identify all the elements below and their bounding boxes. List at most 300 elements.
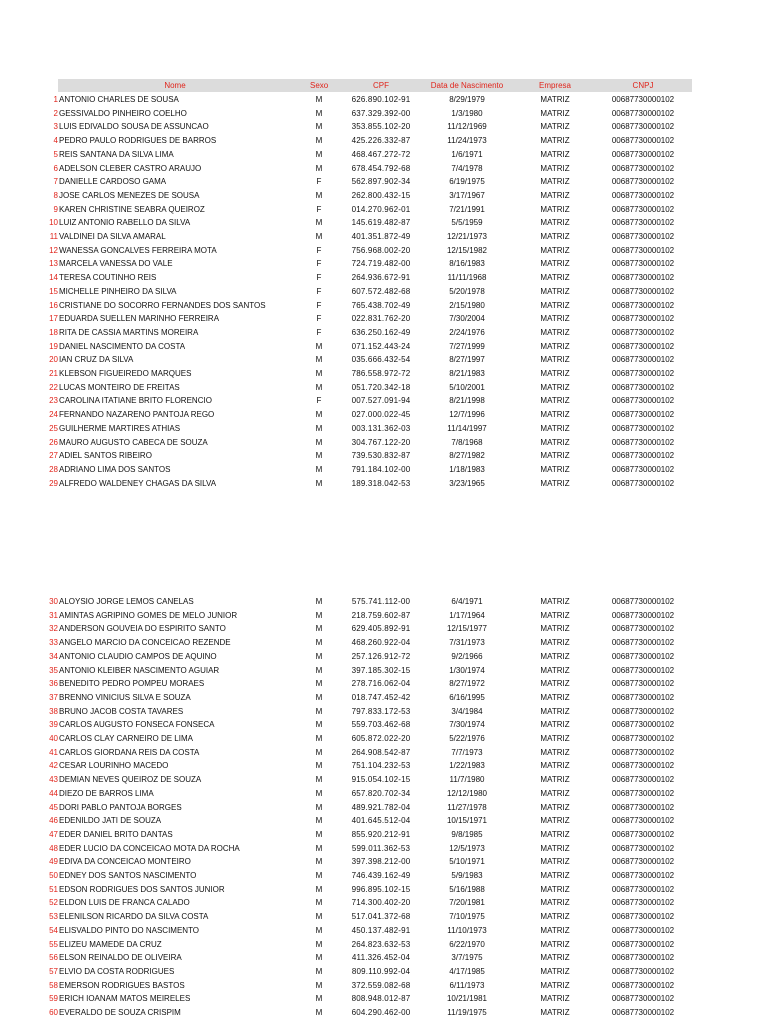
cnpj-cell: 00687730000102 xyxy=(611,966,675,976)
sexo-cell: M xyxy=(315,761,323,771)
cnpj-cell: 00687730000102 xyxy=(611,597,675,606)
sexo-cell: M xyxy=(315,423,323,433)
cpf-cell: 018.747.452-42 xyxy=(351,692,411,702)
birthdate-cell: 1/18/1983 xyxy=(449,464,485,474)
row-number: 2 xyxy=(53,108,58,118)
table-row xyxy=(44,257,692,271)
sexo-cell: M xyxy=(315,382,323,392)
empresa-cell: MATRIZ xyxy=(540,638,570,648)
table-row xyxy=(44,244,692,258)
cnpj-cell: 00687730000102 xyxy=(611,245,675,255)
empresa-cell: MATRIZ xyxy=(540,355,570,365)
cnpj-cell: 00687730000102 xyxy=(611,679,675,689)
header-cpf: CPF xyxy=(373,81,389,90)
birthdate-cell: 7/30/2004 xyxy=(449,314,485,324)
cpf-cell: 411.326.452-04 xyxy=(351,953,411,963)
birthdate-cell: 5/20/1978 xyxy=(449,286,485,296)
empresa-cell: MATRIZ xyxy=(540,410,570,420)
table-row xyxy=(44,271,692,285)
birthdate-cell: 3/4/1984 xyxy=(451,706,483,716)
employee-name: KLEBSON FIGUEIREDO MARQUES xyxy=(59,369,192,378)
row-number: 25 xyxy=(49,423,58,433)
empresa-cell: MATRIZ xyxy=(540,734,570,743)
table-row xyxy=(44,120,692,134)
sexo-cell: M xyxy=(315,692,323,702)
employee-name: EMERSON RODRIGUES BASTOS xyxy=(59,980,185,990)
cpf-cell: 751.104.232-53 xyxy=(351,761,411,771)
employee-name: ANTONIO KLEIBER NASCIMENTO AGUIAR xyxy=(59,665,220,675)
row-number: 33 xyxy=(49,638,58,648)
employee-name: ELVIO DA COSTA RODRIGUES xyxy=(59,966,175,976)
cnpj-cell: 00687730000102 xyxy=(611,638,675,648)
employee-name: EDIVA DA CONCEICAO MONTEIRO xyxy=(59,857,191,867)
table-row xyxy=(44,381,692,395)
table-row xyxy=(44,148,692,162)
cpf-cell: 489.921.782-04 xyxy=(351,802,411,812)
birthdate-cell: 6/22/1970 xyxy=(449,939,485,949)
empresa-cell: MATRIZ xyxy=(540,912,570,922)
cpf-cell: 468.260.922-04 xyxy=(351,638,411,648)
empresa-cell: MATRIZ xyxy=(540,597,570,606)
cnpj-cell: 00687730000102 xyxy=(611,122,675,132)
employee-name: EDNEY DOS SANTOS NASCIMENTO xyxy=(59,871,197,880)
cpf-cell: 607.572.482-68 xyxy=(351,286,411,296)
cnpj-cell: 00687730000102 xyxy=(611,871,675,880)
birthdate-cell: 11/14/1997 xyxy=(447,423,487,433)
birthdate-cell: 2/24/1976 xyxy=(449,327,485,337)
employee-name: EVERALDO DE SOUZA CRISPIM xyxy=(59,1008,181,1017)
sexo-cell: M xyxy=(315,843,323,853)
table-row xyxy=(44,340,692,354)
cpf-cell: 145.619.482-87 xyxy=(351,218,411,228)
empresa-cell: MATRIZ xyxy=(540,327,570,337)
birthdate-cell: 6/11/1973 xyxy=(449,980,485,990)
empresa-cell: MATRIZ xyxy=(540,843,570,853)
birthdate-cell: 4/17/1985 xyxy=(449,966,485,976)
cpf-cell: 003.131.362-03 xyxy=(351,423,411,433)
birthdate-cell: 5/22/1976 xyxy=(449,734,485,743)
sexo-cell: M xyxy=(315,478,323,488)
table-row xyxy=(44,938,692,952)
sexo-cell: M xyxy=(315,747,323,757)
row-number: 27 xyxy=(49,451,58,461)
cnpj-cell: 00687730000102 xyxy=(611,610,675,620)
cnpj-cell: 00687730000102 xyxy=(611,355,675,365)
cnpj-cell: 00687730000102 xyxy=(611,382,675,392)
table-row xyxy=(44,1006,692,1020)
sexo-cell: M xyxy=(315,953,323,963)
sexo-cell: M xyxy=(315,939,323,949)
sexo-cell: M xyxy=(315,679,323,689)
sexo-cell: M xyxy=(315,597,323,606)
cnpj-cell: 00687730000102 xyxy=(611,912,675,922)
empresa-cell: MATRIZ xyxy=(540,788,570,798)
sexo-cell: M xyxy=(315,665,323,675)
row-number: 19 xyxy=(49,341,58,351)
empresa-cell: MATRIZ xyxy=(540,218,570,228)
row-number: 16 xyxy=(49,300,58,310)
cnpj-cell: 00687730000102 xyxy=(611,423,675,433)
empresa-cell: MATRIZ xyxy=(540,706,570,716)
empresa-cell: MATRIZ xyxy=(540,478,570,488)
cpf-cell: 027.000.022-45 xyxy=(351,410,411,420)
sexo-cell: M xyxy=(315,734,323,743)
birthdate-cell: 5/10/1971 xyxy=(449,857,485,867)
cnpj-cell: 00687730000102 xyxy=(611,939,675,949)
sexo-cell: M xyxy=(315,720,323,730)
sexo-cell: M xyxy=(315,994,323,1004)
row-number: 55 xyxy=(49,939,58,949)
cpf-cell: 014.270.962-01 xyxy=(351,204,411,214)
birthdate-cell: 5/16/1988 xyxy=(449,884,485,894)
table-row xyxy=(44,636,692,650)
empresa-cell: MATRIZ xyxy=(540,163,570,173)
cpf-cell: 657.820.702-34 xyxy=(351,788,411,798)
sexo-cell: M xyxy=(315,610,323,620)
cnpj-cell: 00687730000102 xyxy=(611,747,675,757)
sexo-cell: M xyxy=(315,871,323,880)
empresa-cell: MATRIZ xyxy=(540,300,570,310)
table-row xyxy=(44,162,692,176)
birthdate-cell: 11/12/1969 xyxy=(447,122,487,132)
cpf-cell: 071.152.443-24 xyxy=(351,341,411,351)
cpf-cell: 599.011.362-53 xyxy=(351,843,411,853)
row-number: 3 xyxy=(53,122,58,132)
table-row xyxy=(44,609,692,623)
empresa-cell: MATRIZ xyxy=(540,939,570,949)
cpf-cell: 264.936.672-91 xyxy=(351,273,411,283)
cpf-cell: 278.716.062-04 xyxy=(351,679,411,689)
sexo-cell: M xyxy=(315,898,323,908)
cpf-cell: 575.741.112-00 xyxy=(351,597,411,606)
sexo-cell: M xyxy=(315,341,323,351)
table-row xyxy=(44,175,692,189)
row-number: 52 xyxy=(49,898,58,908)
cnpj-cell: 00687730000102 xyxy=(611,720,675,730)
employee-name: GESSIVALDO PINHEIRO COELHO xyxy=(59,108,187,118)
cpf-cell: 739.530.832-87 xyxy=(351,451,411,461)
cpf-cell: 468.467.272-72 xyxy=(351,149,411,159)
cpf-cell: 372.559.082-68 xyxy=(351,980,411,990)
sexo-cell: F xyxy=(316,300,322,310)
table-row xyxy=(44,394,692,408)
employee-name: ELIZEU MAMEDE DA CRUZ xyxy=(59,939,162,949)
sexo-cell: M xyxy=(315,190,323,200)
table-row xyxy=(44,230,692,244)
cpf-cell: 262.800.432-15 xyxy=(351,190,411,200)
empresa-cell: MATRIZ xyxy=(540,651,570,661)
cnpj-cell: 00687730000102 xyxy=(611,994,675,1004)
cnpj-cell: 00687730000102 xyxy=(611,1008,675,1017)
table-row xyxy=(44,992,692,1006)
empresa-cell: MATRIZ xyxy=(540,259,570,269)
table-row xyxy=(44,326,692,340)
cpf-cell: 808.948.012-87 xyxy=(351,994,411,1004)
cpf-cell: 397.185.302-15 xyxy=(351,665,411,675)
cpf-cell: 714.300.402-20 xyxy=(351,898,411,908)
table-row xyxy=(44,842,692,856)
table-row xyxy=(44,828,692,842)
employee-name: MAURO AUGUSTO CABECA DE SOUZA xyxy=(59,437,208,447)
sexo-cell: M xyxy=(315,788,323,798)
empresa-cell: MATRIZ xyxy=(540,232,570,241)
cnpj-cell: 00687730000102 xyxy=(611,300,675,310)
cnpj-cell: 00687730000102 xyxy=(611,273,675,283)
cpf-cell: 425.226.332-87 xyxy=(351,136,411,146)
empresa-cell: MATRIZ xyxy=(540,464,570,474)
empresa-cell: MATRIZ xyxy=(540,994,570,1004)
row-number: 58 xyxy=(49,980,58,990)
row-number: 9 xyxy=(53,204,58,214)
cnpj-cell: 00687730000102 xyxy=(611,624,675,634)
empresa-cell: MATRIZ xyxy=(540,273,570,283)
empresa-cell: MATRIZ xyxy=(540,245,570,255)
employee-name: FERNANDO NAZARENO PANTOJA REGO xyxy=(59,410,215,420)
table-header xyxy=(58,79,692,92)
header-data-nascimento: Data de Nascimento xyxy=(430,81,504,90)
empresa-cell: MATRIZ xyxy=(540,871,570,880)
cpf-cell: 007.527.091-94 xyxy=(351,396,411,406)
empresa-cell: MATRIZ xyxy=(540,980,570,990)
employee-name: LUIZ ANTONIO RABELLO DA SILVA xyxy=(59,218,191,228)
cnpj-cell: 00687730000102 xyxy=(611,190,675,200)
table-row xyxy=(44,691,692,705)
table-row xyxy=(44,773,692,787)
employee-name: DANIELLE CARDOSO GAMA xyxy=(59,177,167,187)
row-number: 45 xyxy=(49,802,58,812)
table-row xyxy=(44,896,692,910)
cnpj-cell: 00687730000102 xyxy=(611,95,675,104)
employee-name: MARCELA VANESSA DO VALE xyxy=(59,259,173,269)
row-number: 23 xyxy=(49,396,58,406)
row-number: 17 xyxy=(49,314,58,324)
cpf-cell: 786.558.972-72 xyxy=(351,369,411,378)
cpf-cell: 637.329.392-00 xyxy=(351,108,411,118)
table-row xyxy=(44,477,692,491)
row-number: 37 xyxy=(49,692,58,702)
empresa-cell: MATRIZ xyxy=(540,802,570,812)
sexo-cell: M xyxy=(315,1008,323,1017)
employee-name: KAREN CHRISTINE SEABRA QUEIROZ xyxy=(59,204,205,214)
employee-name: CARLOS CLAY CARNEIRO DE LIMA xyxy=(59,734,193,743)
header-nome: Nome xyxy=(164,81,186,90)
sexo-cell: M xyxy=(315,218,323,228)
row-number: 29 xyxy=(49,478,58,488)
sexo-cell: F xyxy=(316,204,322,214)
birthdate-cell: 12/5/1973 xyxy=(449,843,485,853)
row-number: 53 xyxy=(49,912,58,922)
sexo-cell: M xyxy=(315,410,323,420)
sexo-cell: M xyxy=(315,966,323,976)
cpf-cell: 809.110.992-04 xyxy=(351,966,411,976)
employee-name: EDENILDO JATI DE SOUZA xyxy=(59,816,162,826)
sexo-cell: M xyxy=(315,108,323,118)
cpf-cell: 517.041.372-68 xyxy=(351,912,411,922)
cpf-cell: 855.920.212-91 xyxy=(351,829,411,839)
row-number: 32 xyxy=(49,624,58,634)
cpf-cell: 626.890.102-91 xyxy=(351,95,411,104)
table-row xyxy=(44,408,692,422)
cpf-cell: 604.290.462-00 xyxy=(351,1008,411,1017)
row-number: 10 xyxy=(49,218,58,228)
cpf-cell: 636.250.162-49 xyxy=(351,327,411,337)
cpf-cell: 401.351.872-49 xyxy=(351,232,411,241)
cpf-cell: 035.666.432-54 xyxy=(351,355,411,365)
cnpj-cell: 00687730000102 xyxy=(611,829,675,839)
cnpj-cell: 00687730000102 xyxy=(611,706,675,716)
employee-name: PEDRO PAULO RODRIGUES DE BARROS xyxy=(59,136,217,146)
cnpj-cell: 00687730000102 xyxy=(611,149,675,159)
row-number: 34 xyxy=(49,651,58,661)
birthdate-cell: 7/31/1973 xyxy=(449,638,485,648)
row-number: 28 xyxy=(49,464,58,474)
birthdate-cell: 9/8/1985 xyxy=(451,829,483,839)
cpf-cell: 756.968.002-20 xyxy=(351,245,411,255)
cpf-cell: 264.908.542-87 xyxy=(351,747,411,757)
employee-name: ADRIANO LIMA DOS SANTOS xyxy=(59,464,171,474)
employee-name: WANESSA GONCALVES FERREIRA MOTA xyxy=(59,245,217,255)
sexo-cell: M xyxy=(315,355,323,365)
employee-name: DANIEL NASCIMENTO DA COSTA xyxy=(59,341,186,351)
row-number: 15 xyxy=(49,286,58,296)
row-number: 12 xyxy=(49,245,58,255)
table-row xyxy=(44,677,692,691)
empresa-cell: MATRIZ xyxy=(540,423,570,433)
cnpj-cell: 00687730000102 xyxy=(611,314,675,324)
birthdate-cell: 10/15/1971 xyxy=(446,816,488,826)
empresa-cell: MATRIZ xyxy=(540,122,570,132)
row-number: 26 xyxy=(49,437,58,447)
row-number: 51 xyxy=(49,884,58,894)
table-row xyxy=(44,422,692,436)
birthdate-cell: 3/23/1965 xyxy=(449,478,485,488)
cnpj-cell: 00687730000102 xyxy=(611,665,675,675)
cnpj-cell: 00687730000102 xyxy=(611,259,675,269)
sexo-cell: M xyxy=(315,857,323,867)
birthdate-cell: 7/20/1981 xyxy=(449,898,485,908)
row-number: 18 xyxy=(49,327,58,337)
row-number: 48 xyxy=(49,843,58,853)
empresa-cell: MATRIZ xyxy=(540,314,570,324)
empresa-cell: MATRIZ xyxy=(540,341,570,351)
cnpj-cell: 00687730000102 xyxy=(611,108,675,118)
empresa-cell: MATRIZ xyxy=(540,396,570,406)
cnpj-cell: 00687730000102 xyxy=(611,163,675,173)
employee-name: IAN CRUZ DA SILVA xyxy=(59,355,134,365)
row-number: 43 xyxy=(49,775,58,785)
cnpj-cell: 00687730000102 xyxy=(611,734,675,743)
empresa-cell: MATRIZ xyxy=(540,108,570,118)
row-number: 4 xyxy=(53,136,58,146)
empresa-cell: MATRIZ xyxy=(540,953,570,963)
employee-name: DORI PABLO PANTOJA BORGES xyxy=(59,802,182,812)
sexo-cell: F xyxy=(316,245,322,255)
birthdate-cell: 7/30/1974 xyxy=(449,720,485,730)
sexo-cell: M xyxy=(315,816,323,826)
birthdate-cell: 1/6/1971 xyxy=(451,149,483,159)
row-number: 56 xyxy=(49,953,58,963)
cpf-cell: 353.855.102-20 xyxy=(351,122,411,132)
cpf-cell: 746.439.162-49 xyxy=(351,871,411,880)
employee-name: JOSE CARLOS MENEZES DE SOUSA xyxy=(59,190,200,200)
row-number: 7 xyxy=(53,177,58,187)
cnpj-cell: 00687730000102 xyxy=(611,451,675,461)
birthdate-cell: 6/16/1995 xyxy=(449,692,485,702)
sexo-cell: M xyxy=(315,706,323,716)
sexo-cell: M xyxy=(315,437,323,447)
cnpj-cell: 00687730000102 xyxy=(611,341,675,351)
employee-name: BENEDITO PEDRO POMPEU MORAES xyxy=(59,679,205,689)
employee-name: BRENNO VINICIUS SILVA E SOUZA xyxy=(59,692,191,702)
employee-name: ELSON REINALDO DE OLIVEIRA xyxy=(59,953,182,963)
sexo-cell: M xyxy=(315,464,323,474)
cpf-cell: 629.405.892-91 xyxy=(351,624,411,634)
birthdate-cell: 11/7/1980 xyxy=(449,775,485,785)
cnpj-cell: 00687730000102 xyxy=(611,369,675,378)
birthdate-cell: 1/3/1980 xyxy=(451,108,483,118)
empresa-cell: MATRIZ xyxy=(540,177,570,187)
sexo-cell: M xyxy=(315,651,323,661)
birthdate-cell: 11/11/1968 xyxy=(447,273,487,283)
table-row xyxy=(44,285,692,299)
employee-name: ALOYSIO JORGE LEMOS CANELAS xyxy=(59,597,194,606)
row-number: 30 xyxy=(49,597,58,606)
table-row xyxy=(44,367,692,381)
cnpj-cell: 00687730000102 xyxy=(611,232,675,241)
sexo-cell: F xyxy=(316,327,322,337)
employee-name: ANDERSON GOUVEIA DO ESPIRITO SANTO xyxy=(59,624,226,634)
cpf-cell: 605.872.022-20 xyxy=(351,734,411,743)
birthdate-cell: 11/10/1973 xyxy=(447,925,487,935)
empresa-cell: MATRIZ xyxy=(540,624,570,634)
employee-name: CRISTIANE DO SOCORRO FERNANDES DOS SANTOS xyxy=(59,300,266,310)
row-number: 57 xyxy=(49,966,58,976)
cnpj-cell: 00687730000102 xyxy=(611,177,675,187)
row-number: 5 xyxy=(53,149,58,159)
birthdate-cell: 7/7/1973 xyxy=(451,747,483,757)
cnpj-cell: 00687730000102 xyxy=(611,857,675,867)
cpf-cell: 257.126.912-72 xyxy=(351,651,411,661)
cnpj-cell: 00687730000102 xyxy=(611,953,675,963)
birthdate-cell: 5/10/2001 xyxy=(449,382,485,392)
cpf-cell: 450.137.482-91 xyxy=(351,925,411,935)
cpf-cell: 562.897.902-34 xyxy=(351,177,411,187)
table-row xyxy=(44,189,692,203)
table-row xyxy=(44,449,692,463)
birthdate-cell: 8/27/1972 xyxy=(449,679,485,689)
sexo-cell: M xyxy=(315,122,323,132)
birthdate-cell: 12/7/1996 xyxy=(449,410,485,420)
table-row xyxy=(44,216,692,230)
cpf-cell: 264.823.632-53 xyxy=(351,939,411,949)
table-row xyxy=(44,951,692,965)
cnpj-cell: 00687730000102 xyxy=(611,802,675,812)
cnpj-cell: 00687730000102 xyxy=(611,396,675,406)
empresa-cell: MATRIZ xyxy=(540,720,570,730)
row-number: 41 xyxy=(49,747,58,757)
row-number: 1 xyxy=(53,95,58,104)
cnpj-cell: 00687730000102 xyxy=(611,816,675,826)
birthdate-cell: 1/22/1983 xyxy=(449,761,485,771)
cpf-cell: 051.720.342-18 xyxy=(351,382,411,392)
empresa-cell: MATRIZ xyxy=(540,610,570,620)
employee-name: ERICH IOANAM MATOS MEIRELES xyxy=(59,994,191,1004)
table-row xyxy=(44,299,692,313)
employee-name: ELDON LUIS DE FRANCA CALADO xyxy=(59,898,190,908)
employee-name: REIS SANTANA DA SILVA LIMA xyxy=(59,149,174,159)
cnpj-cell: 00687730000102 xyxy=(611,925,675,935)
birthdate-cell: 12/12/1980 xyxy=(446,788,488,798)
